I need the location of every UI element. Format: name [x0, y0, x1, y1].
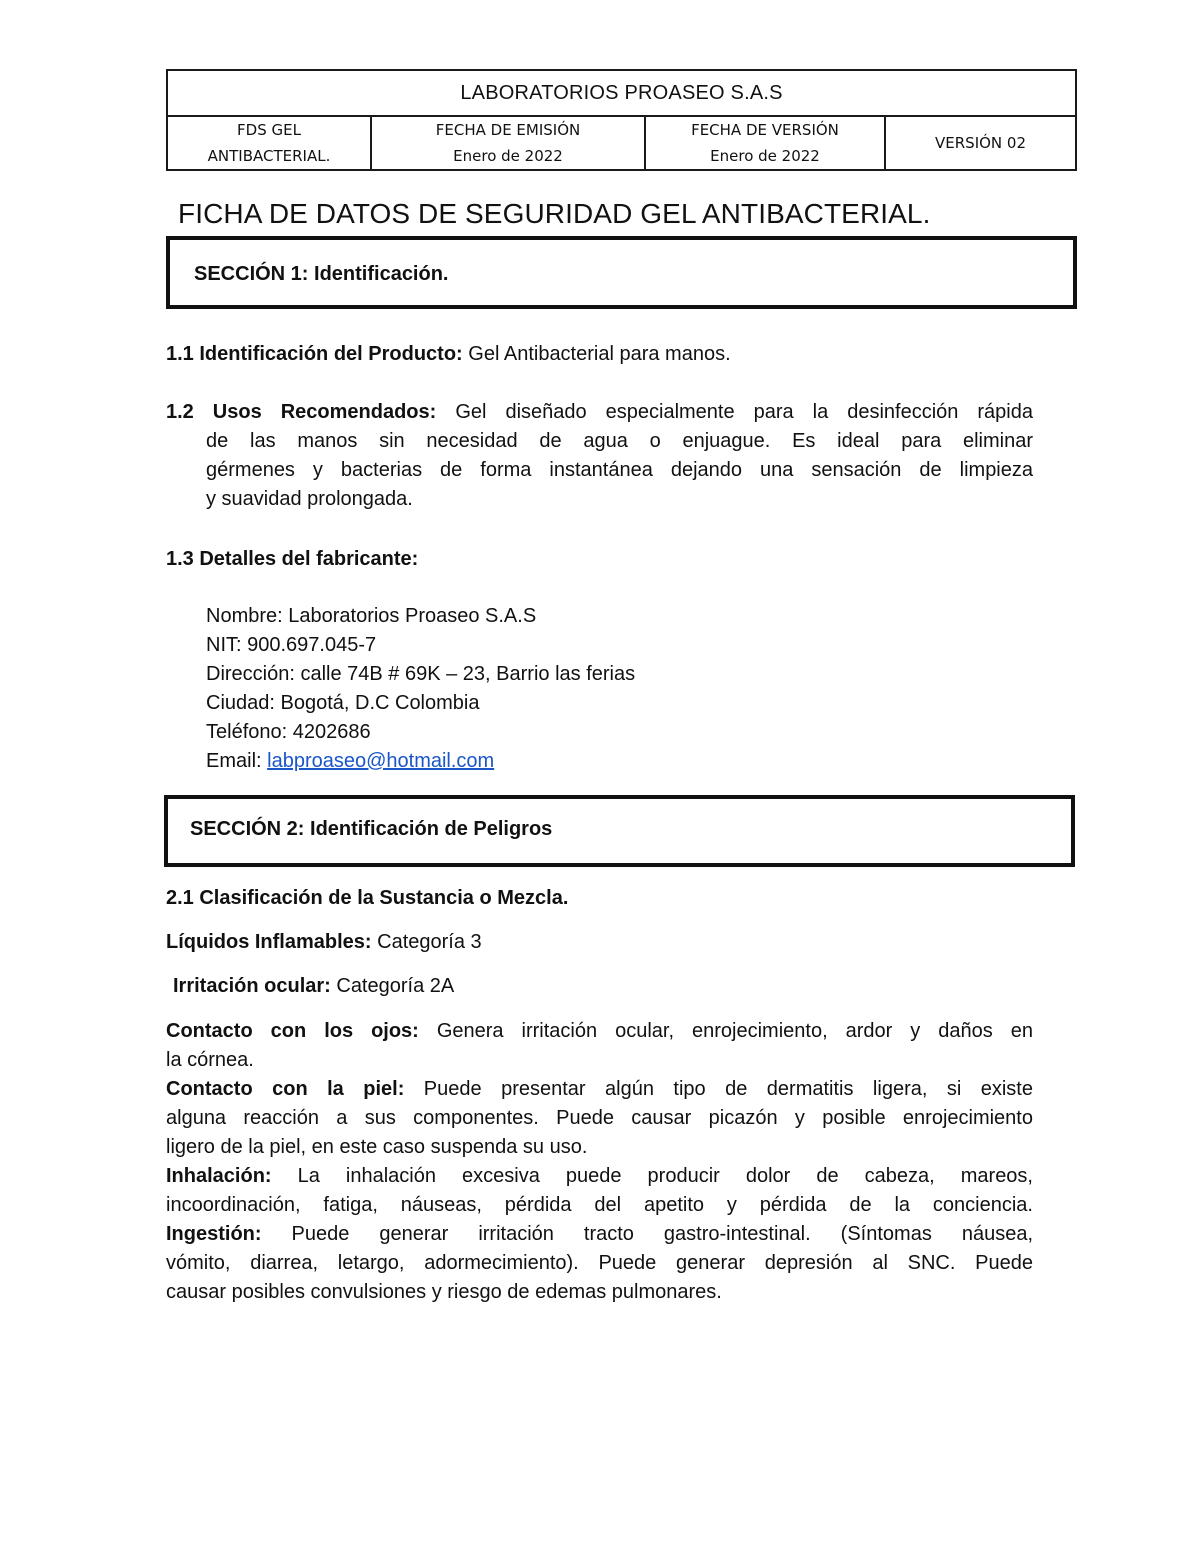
item-1-2	[166, 398, 1033, 514]
header-cell-version-number-text: VERSIÓN 02	[935, 134, 1027, 152]
manufacturer-email-link[interactable]: labproaseo@hotmail.com	[267, 750, 495, 772]
manufacturer-phone: Teléfono: 4202686	[206, 721, 371, 743]
eye-irritation-text: Categoría 2A	[330, 975, 455, 997]
manufacturer-email-row	[206, 747, 635, 776]
item-1-2-line4: y suavidad prolongada.	[206, 488, 413, 510]
flammable-liquids	[166, 928, 482, 957]
manufacturer-details	[206, 602, 635, 776]
item-1-3-heading	[166, 545, 418, 574]
section-1-heading: SECCIÓN 1: Identificación.	[194, 263, 449, 285]
header-cell-emision-label: FECHA DE EMISIÓN	[435, 121, 581, 139]
item-1-1-label: 1.1 Identificación del Producto:	[166, 343, 463, 365]
eye-contact-label: Contacto con los ojos:	[166, 1020, 419, 1042]
header-cell-fds	[167, 116, 371, 170]
header-cell-emision	[371, 116, 645, 170]
header-cell-emision-date: Enero de 2022	[453, 147, 563, 165]
section-2-heading: SECCIÓN 2: Identificación de Peligros	[190, 818, 553, 840]
header-cell-fds-line2: ANTIBACTERIAL.	[207, 147, 331, 165]
inhalation-line2: incoordinación, fatiga, náuseas, pérdida del apetito y pérdida de la conciencia.	[166, 1194, 1033, 1216]
header-cell-version-date	[645, 116, 885, 170]
manufacturer-address: Dirección: calle 74B # 69K – 23, Barrio las ferias	[206, 663, 636, 685]
hazard-details	[166, 1017, 1033, 1307]
item-1-1	[166, 340, 731, 369]
item-2-1	[166, 884, 568, 913]
ingestion-line1	[166, 1220, 1033, 1249]
header-cell-fds-line1: FDS GEL	[237, 121, 301, 139]
item-1-1-text: Gel Antibacterial para manos.	[462, 343, 731, 365]
flammable-liquids-label: Líquidos Inflamables:	[166, 931, 372, 953]
eye-irritation-label: Irritación ocular:	[173, 975, 331, 997]
skin-contact-line2: alguna reacción a sus componentes. Puede causar picazón y posible enrojecimiento	[166, 1107, 1033, 1129]
skin-contact-line1	[166, 1075, 1033, 1104]
section-2-box	[164, 795, 1075, 867]
ingestion-line2: vómito, diarrea, letargo, adormecimiento). Puede generar depresión al SNC. Puede	[166, 1252, 1033, 1274]
document-title: FICHA DE DATOS DE SEGURIDAD GEL ANTIBACTERIAL.	[178, 198, 931, 229]
item-1-2-line2: de las manos sin necesidad de agua o enjuague. Es ideal para eliminar	[206, 430, 1033, 452]
skin-contact-line3: ligero de la piel, en este caso suspenda su uso.	[166, 1136, 588, 1158]
skin-contact-label: Contacto con la piel:	[166, 1078, 405, 1100]
eye-contact-line2: la córnea.	[166, 1049, 254, 1071]
item-1-2-text1: Gel diseñado especialmente para la desinfección rápida	[436, 401, 1033, 423]
header-cell-version-value: Enero de 2022	[710, 147, 820, 165]
section-1-box	[166, 236, 1077, 309]
ingestion-text1: Puede generar irritación tracto gastro-intestinal. (Síntomas náusea,	[261, 1223, 1033, 1245]
ingestion-line3: causar posibles convulsiones y riesgo de edemas pulmonares.	[166, 1281, 722, 1303]
item-1-2-line3: gérmenes y bacterias de forma instantánea dejando una sensación de limpieza	[206, 459, 1033, 481]
header-cell-version-label: FECHA DE VERSIÓN	[691, 121, 839, 139]
manufacturer-email-label: Email:	[206, 750, 268, 772]
manufacturer-name: Nombre: Laboratorios Proaseo S.A.S	[206, 605, 537, 627]
inhalation-text1: La inhalación excesiva puede producir dolor de cabeza, mareos,	[271, 1165, 1033, 1187]
eye-contact-text1: Genera irritación ocular, enrojecimiento, ardor y daños en	[418, 1020, 1033, 1042]
inhalation-line1	[166, 1162, 1033, 1191]
skin-contact-text1: Puede presentar algún tipo de dermatitis ligera, si existe	[404, 1078, 1033, 1100]
flammable-liquids-text: Categoría 3	[371, 931, 482, 953]
header-table	[166, 69, 1077, 171]
eye-contact-line1	[166, 1017, 1033, 1046]
item-2-1-label: 2.1 Clasificación de la Sustancia o Mezcla.	[166, 887, 569, 909]
item-1-2-label: 1.2 Usos Recomendados:	[166, 401, 437, 423]
manufacturer-city: Ciudad: Bogotá, D.C Colombia	[206, 692, 480, 714]
eye-irritation	[173, 972, 454, 1001]
header-cell-version-number	[885, 116, 1076, 170]
inhalation-label: Inhalación:	[166, 1165, 272, 1187]
ingestion-label: Ingestión:	[166, 1223, 262, 1245]
item-1-3-label: 1.3 Detalles del fabricante:	[166, 548, 419, 570]
item-1-2-line1	[166, 398, 1033, 427]
manufacturer-nit: NIT: 900.697.045-7	[206, 634, 377, 656]
company-name: LABORATORIOS PROASEO S.A.S	[167, 70, 1076, 116]
